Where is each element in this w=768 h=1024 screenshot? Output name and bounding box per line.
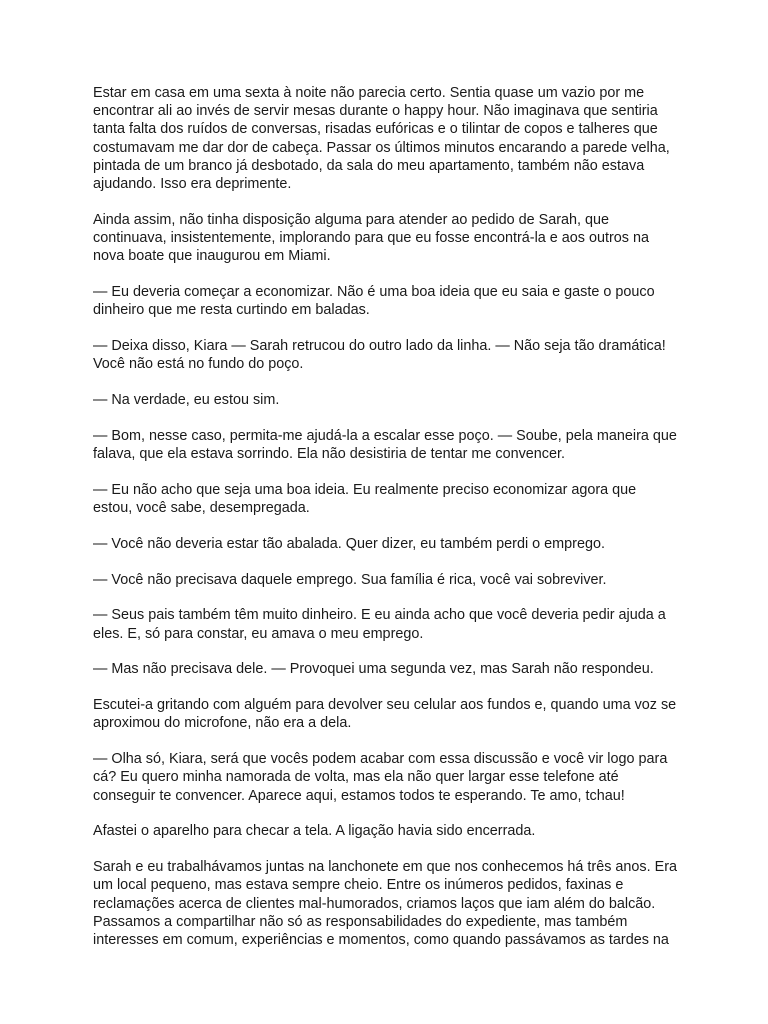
paragraph-2: Ainda assim, não tinha disposição alguma para atender ao pedido de Sarah, que continuava, insistentemente, implorando para que eu fosse encontrá-la e aos outros na nova boate que inaugurou em Miami. [93, 211, 649, 265]
document-page [93, 84, 678, 967]
paragraph-7: — Eu não acho que seja uma boa ideia. Eu realmente preciso economizar agora que estou, você sabe, desempregada. [93, 481, 637, 517]
paragraph-12: Escutei-a gritando com alguém para devolver seu celular aos fundos e, quando uma voz se aproximou do microfone, não era a dela. [93, 697, 677, 732]
paragraph-14: Afastei o aparelho para checar a tela. A ligação havia sido encerrada. [93, 823, 536, 840]
paragraph-8: — Você não deveria estar tão abalada. Quer dizer, eu também perdi o emprego. [93, 535, 605, 552]
paragraph-1: Estar em casa em uma sexta à noite não parecia certo. Sentia quase um vazio por me encontrar ali ao invés de servir mesas durante o happy hour. Não imaginava que sentiria tanta falta dos ruídos de conversas, risadas eufóricas e o tilintar de copos e talheres que costumavam me dar dor de cabeça. Passar os últimos minutos encarando a parede velha, pintada de um branco já desbotado, da sala do meu apartamento, também não estava ajudando. Isso era deprimente. [93, 85, 670, 193]
paragraph-10: — Seus pais também têm muito dinheiro. E eu ainda acho que você deveria pedir ajuda a eles. E, só para constar, eu amava o meu emprego. [93, 607, 666, 642]
paragraph-13: — Olha só, Kiara, será que vocês podem acabar com essa discussão e você vir logo para cá? Eu quero minha namorada de volta, mas ela não quer largar esse telefone até conseguir te convencer. Aparece aqui, estamos todos te esperando. Te amo, tchau! [93, 751, 668, 804]
paragraph-6: — Bom, nesse caso, permita-me ajudá-la a escalar esse poço. — Soube, pela maneira que falava, que ela estava sorrindo. Ela não desistiria de tentar me convencer. [93, 427, 677, 463]
paragraph-9: — Você não precisava daquele emprego. Sua família é rica, você vai sobreviver. [93, 571, 607, 588]
paragraph-4: — Deixa disso, Kiara — Sarah retrucou do outro lado da linha. — Não seja tão dramática! Você não está no fundo do poço. [93, 338, 666, 373]
paragraph-15: Sarah e eu trabalhávamos juntas na lanchonete em que nos conhecemos há três anos. Era um local pequeno, mas estava sempre cheio. Entre os inúmeros pedidos, faxinas e reclamações acerca de clientes mal-humorados, criamos laços que iam além do balcão. Passamos a compartilhar não só as responsabilidades do expediente, mas também interesses em comum, experiências e momentos, como quando passávamos as tardes na [93, 859, 677, 949]
paragraph-3: — Eu deveria começar a economizar. Não é uma boa ideia que eu saia e gaste o pouco dinheiro que me resta curtindo em baladas. [93, 284, 655, 319]
paragraph-5: — Na verdade, eu estou sim. [93, 392, 280, 409]
paragraph-11: — Mas não precisava dele. — Provoquei uma segunda vez, mas Sarah não respondeu. [93, 661, 654, 678]
